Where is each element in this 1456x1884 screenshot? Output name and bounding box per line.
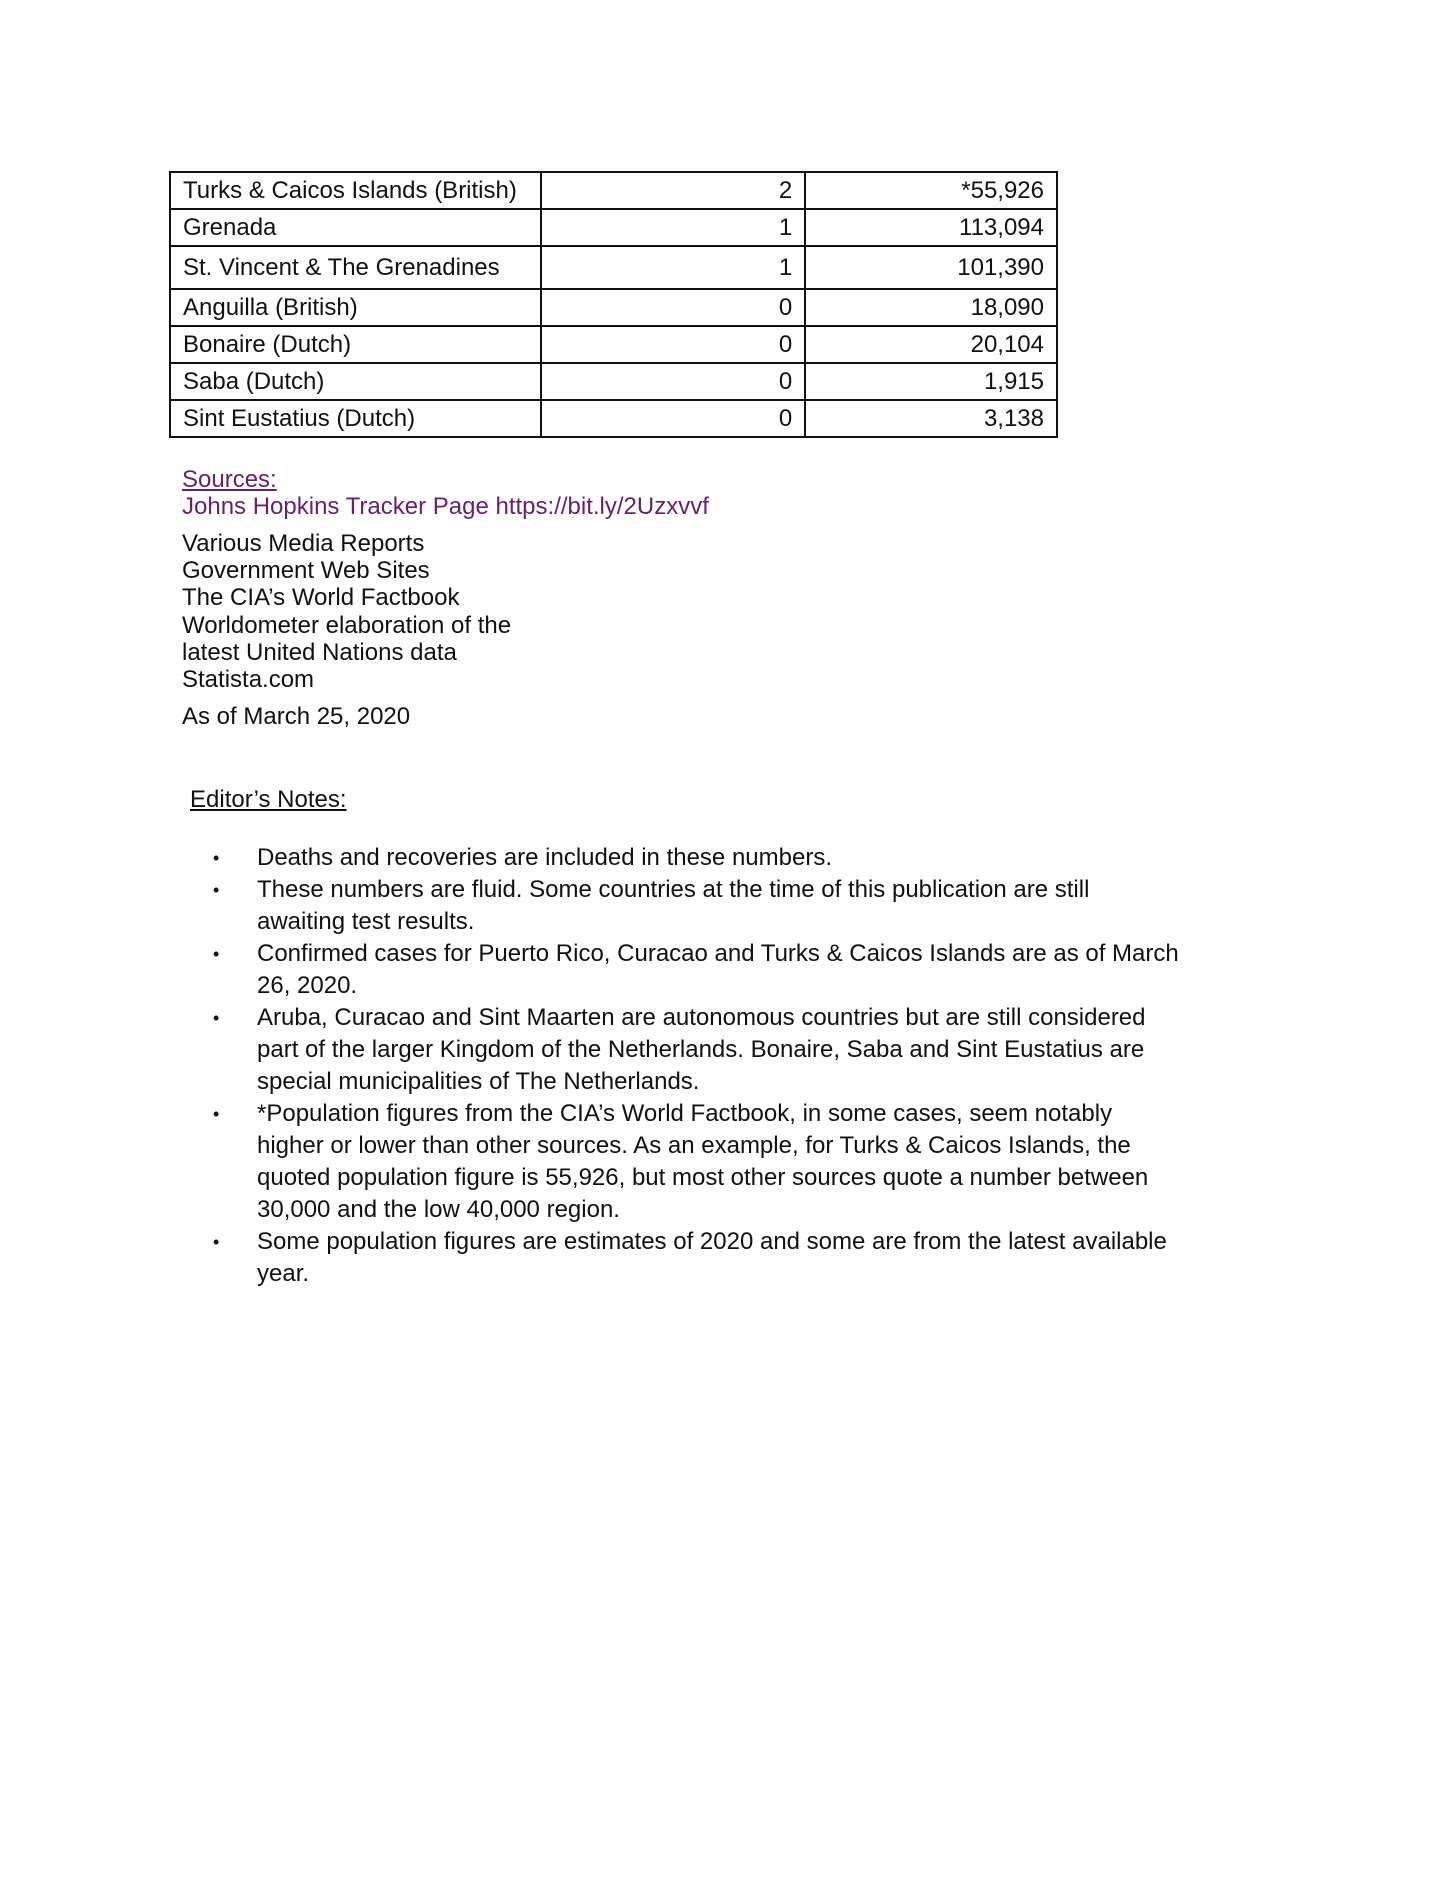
bullet-icon: •	[213, 1104, 220, 1124]
table-row	[170, 326, 1057, 363]
list-item	[203, 1002, 1183, 1098]
cases-cell: 0	[541, 326, 806, 363]
table-row	[170, 209, 1057, 246]
table-body	[170, 172, 1057, 437]
population-cell: 20,104	[805, 326, 1057, 363]
source-line: Statista.com	[182, 666, 315, 694]
country-cell: Anguilla (British)	[170, 289, 541, 326]
note-text: Confirmed cases for Puerto Rico, Curacao and Turks & Caicos Islands are as of March 26, 2020.	[257, 940, 1179, 999]
country-cell: Grenada	[170, 209, 541, 246]
as-of-date: As of March 25, 2020	[182, 703, 411, 730]
bullet-icon: •	[213, 880, 220, 900]
table-row	[170, 363, 1057, 400]
country-cell: Saba (Dutch)	[170, 363, 541, 400]
country-cell: St. Vincent & The Grenadines	[170, 246, 541, 289]
note-text: These numbers are fluid. Some countries at the time of this publication are still awaiting test results.	[257, 876, 1090, 935]
sources-heading: Sources:	[182, 466, 277, 493]
country-cell: Bonaire (Dutch)	[170, 326, 541, 363]
bullet-icon: •	[213, 1232, 220, 1252]
note-text: Aruba, Curacao and Sint Maarten are autonomous countries but are still considered part of the larger Kingdom of the Netherlands. Bonaire, Saba and Sint Eustatius are special municipalities of The Netherlands.	[257, 1004, 1146, 1095]
note-text: *Population figures from the CIA’s World Factbook, in some cases, seem notably higher or lower than other sources. As an example, for Turks & Caicos Islands, the quoted population figure is 55,926, but most other sources quote a number between 30,000 and the low 40,000 region.	[257, 1100, 1149, 1223]
list-item	[203, 1098, 1183, 1226]
country-cell: Sint Eustatius (Dutch)	[170, 400, 541, 437]
population-cell: 101,390	[805, 246, 1057, 289]
note-text: Some population figures are estimates of 2020 and some are from the latest available year.	[257, 1228, 1167, 1287]
note-text: Deaths and recoveries are included in these numbers.	[257, 844, 832, 871]
table-row	[170, 246, 1057, 289]
bullet-icon: •	[213, 848, 220, 868]
sources-list	[182, 530, 511, 693]
editors-notes-list	[203, 842, 1183, 1290]
population-cell: 1,915	[805, 363, 1057, 400]
cases-cell: 2	[541, 172, 806, 209]
list-item	[203, 938, 1183, 1002]
table-row	[170, 172, 1057, 209]
country-cases-table	[169, 171, 1058, 438]
bullet-icon: •	[213, 1008, 220, 1028]
table-row	[170, 289, 1057, 326]
list-item	[203, 842, 1183, 874]
source-line: Various Media Reports	[182, 530, 425, 557]
source-line: Government Web Sites	[182, 557, 430, 585]
cases-cell: 0	[541, 400, 806, 437]
population-cell: 113,094	[805, 209, 1057, 246]
johns-hopkins-link[interactable]: Johns Hopkins Tracker Page https://bit.ly/2Uzxvvf	[182, 493, 709, 520]
cases-cell: 1	[541, 209, 806, 246]
cases-cell: 0	[541, 289, 806, 326]
sources-header	[182, 466, 709, 520]
editors-notes-heading: Editor’s Notes:	[190, 786, 347, 813]
cases-cell: 1	[541, 246, 806, 289]
population-cell: 3,138	[805, 400, 1057, 437]
source-line: latest United Nations data	[182, 638, 457, 666]
source-line: Worldometer elaboration of the	[182, 611, 512, 639]
list-item	[203, 1226, 1183, 1290]
population-cell: 18,090	[805, 289, 1057, 326]
list-item	[203, 874, 1183, 938]
cases-cell: 0	[541, 363, 806, 400]
country-cell: Turks & Caicos Islands (British)	[170, 172, 541, 209]
bullet-icon: •	[213, 944, 220, 964]
source-line: The CIA’s World Factbook	[182, 584, 460, 612]
table-row	[170, 400, 1057, 437]
population-cell: *55,926	[805, 172, 1057, 209]
